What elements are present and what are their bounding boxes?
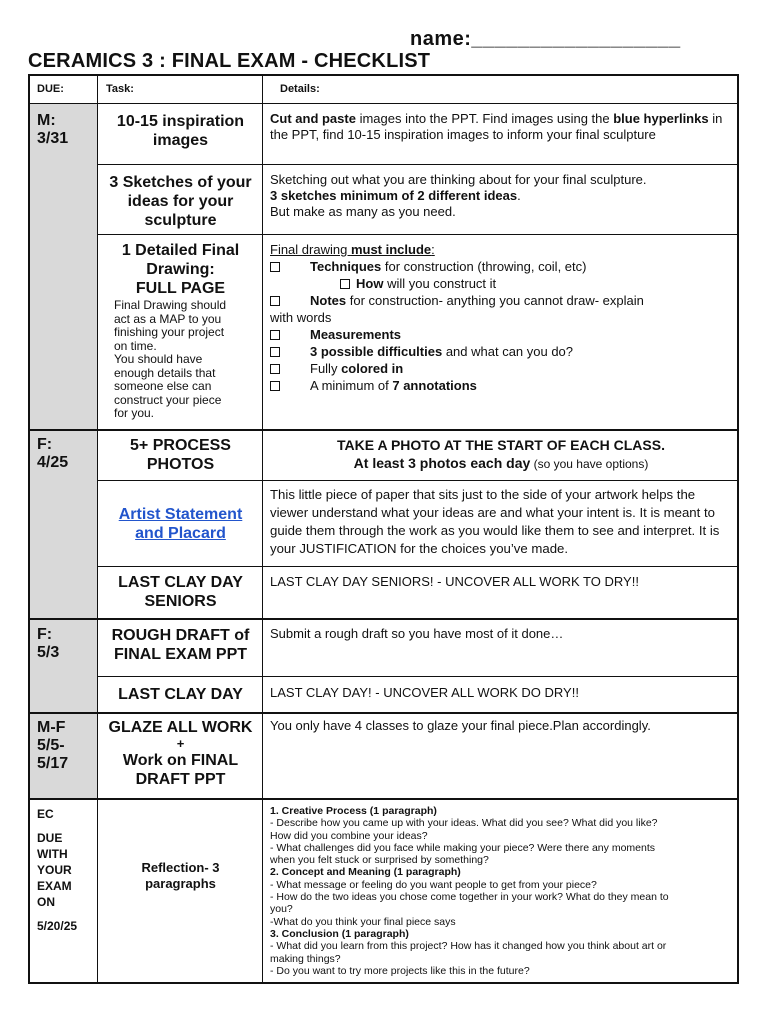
rule-r8 xyxy=(30,712,737,714)
rule-r1 xyxy=(98,164,737,165)
due-f-53: F: 5/3 xyxy=(37,626,60,661)
col-header-task: Task: xyxy=(106,83,134,95)
name-line: name:__________________ xyxy=(410,28,681,50)
details-inspiration: Cut and paste images into the PPT. Find images using the blue hyperlinks in the PPT, find 10-15 inspiration images to inform your final sculpture xyxy=(270,111,723,142)
checkbox-icon[interactable] xyxy=(270,296,280,306)
rule-r3 xyxy=(30,429,737,431)
checkbox-icon[interactable] xyxy=(270,262,280,272)
col-header-details: Details: xyxy=(280,83,320,95)
header-rule xyxy=(30,103,737,104)
task-inspiration-images: 10-15 inspiration images xyxy=(116,113,245,149)
details-last-clay-day: LAST CLAY DAY! - UNCOVER ALL WORK DO DRY!! xyxy=(270,685,579,700)
task-reflection: Reflection- 3 paragraphs xyxy=(141,860,220,891)
task-final-drawing: 1 Detailed Final Drawing: FULL PAGE Final Drawing should act as a MAP to you finishing your project on time. You should have enough details that someone else can construct your piece for you. xyxy=(114,242,240,420)
checkbox-icon[interactable] xyxy=(270,347,280,357)
due-fill-1 xyxy=(30,104,98,429)
task-sketches: 3 Sketches of your ideas for your sculpture xyxy=(109,174,252,229)
task-rough-draft: ROUGH DRAFT of FINAL EXAM PPT xyxy=(111,627,250,663)
task-last-clay-day-seniors: LAST CLAY DAY SENIORS xyxy=(118,574,243,610)
details-last-clay-day-seniors: LAST CLAY DAY SENIORS! - UNCOVER ALL WORK TO DRY!! xyxy=(270,574,639,589)
task-glaze: GLAZE ALL WORK + Work on FINAL DRAFT PPT xyxy=(108,719,253,788)
due-m-331: M: 3/31 xyxy=(37,112,69,147)
page-title: CERAMICS 3 : FINAL EXAM - CHECKLIST xyxy=(28,50,431,72)
rule-r4 xyxy=(98,480,737,481)
checkbox-icon[interactable] xyxy=(340,279,350,289)
col-header-due: DUE: xyxy=(37,83,64,95)
checkbox-icon[interactable] xyxy=(270,330,280,340)
rule-r5 xyxy=(98,566,737,567)
details-rough-draft: Submit a rough draft so you have most of it done… xyxy=(270,626,564,641)
details-sketches: Sketching out what you are thinking about for your final sculpture. 3 sketches minimum of 2 different ideas. But make as many as you need. xyxy=(270,172,647,219)
due-mf-55-517: M-F 5/5- 5/17 xyxy=(37,719,69,772)
task-last-clay-day: LAST CLAY DAY xyxy=(118,686,243,703)
rule-r2 xyxy=(98,234,737,235)
due-ec: EC DUE WITH YOUR EXAM ON 5/20/25 xyxy=(37,807,78,933)
details-final-drawing: Final drawing must include: Techniques for construction (throwing, coil, etc) How will you construct it Notes for construction- anything you cannot draw- explain with words Measurements 3 possible difficulties and what can you do? Fully colored in A minimum of 7 annotations xyxy=(270,242,644,393)
details-process-photos: TAKE A PHOTO AT THE START OF EACH CLASS. At least 3 photos each day (so you have options) xyxy=(337,437,665,471)
task-process-photos: 5+ PROCESS PHOTOS xyxy=(130,437,231,473)
rule-r7 xyxy=(98,676,737,677)
checklist-table xyxy=(28,74,739,984)
artist-statement-link[interactable]: Artist Statement and Placard xyxy=(118,506,243,542)
details-glaze: You only have 4 classes to glaze your final piece.Plan accordingly. xyxy=(270,718,651,733)
details-reflection: 1. Creative Process (1 paragraph) - Describe how you came up with your ideas. What did you see? What did you like? How did you combine your ideas? - What challenges did you face while making your piece? Were there any moments when you felt stuck or surprised by something? 2. Concept and Meaning (1 paragraph) - What message or feeling do you want people to get from your piece? - How do the two ideas you chose come together in your work? What do they mean to you? -What do you think your final piece says 3. Conclusion (1 paragraph) - What did you learn from this project? How has it changed how you think about art or making things? - Do you want to try more projects like this in the future? xyxy=(270,805,669,977)
rule-r6 xyxy=(30,618,737,620)
due-f-425: F: 4/25 xyxy=(37,436,69,471)
details-artist-statement: This little piece of paper that sits just to the side of your artwork helps the viewer understand what your ideas are and what your intent is. It is meant to guide them through the work as you would like them to see and interpret. It is your JUSTIFICATION for the choices you’ve made. xyxy=(270,487,720,556)
checkbox-icon[interactable] xyxy=(270,364,280,374)
rule-r9 xyxy=(30,798,737,800)
checkbox-icon[interactable] xyxy=(270,381,280,391)
